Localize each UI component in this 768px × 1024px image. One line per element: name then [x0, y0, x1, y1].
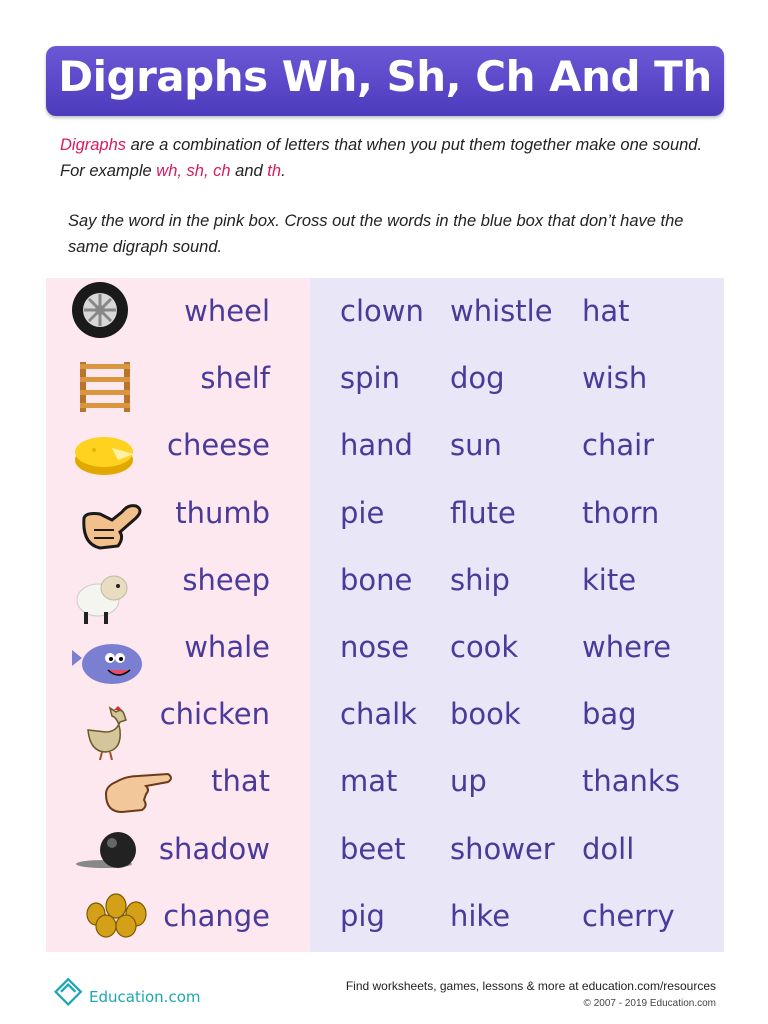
cheese-icon [74, 430, 136, 478]
choice-word[interactable]: sun [450, 428, 502, 463]
intro-examples: wh, sh, ch [156, 162, 231, 180]
target-word: cheese [167, 428, 270, 463]
wheel-icon [70, 280, 130, 340]
ball-shadow-icon [74, 830, 140, 870]
whale-icon [68, 636, 146, 688]
choice-word[interactable]: pie [340, 495, 385, 530]
choice-word[interactable]: hand [340, 428, 413, 463]
choice-word[interactable]: clown [340, 294, 424, 328]
page-title: Digraphs Wh, Sh, Ch And Th [58, 52, 712, 101]
choice-word[interactable]: mat [340, 764, 398, 799]
brand-name: Education.com [89, 988, 201, 1006]
choice-word[interactable]: thorn [582, 495, 660, 530]
target-word: chicken [159, 697, 270, 732]
copyright: © 2007 - 2019 Education.com [583, 998, 716, 1009]
intro-term: Digraphs [60, 136, 127, 154]
choice-word[interactable]: hike [450, 898, 511, 933]
footer-info [346, 978, 716, 1012]
intro-period: . [281, 162, 286, 180]
target-word: that [211, 764, 270, 799]
intro-paragraph [60, 132, 740, 184]
target-word: thumb [175, 495, 270, 530]
education-logo-icon [52, 972, 88, 1008]
choice-word[interactable]: nose [340, 630, 410, 664]
choice-word[interactable]: chair [582, 428, 655, 463]
choice-word[interactable]: cherry [582, 898, 675, 933]
choice-word[interactable]: shower [450, 831, 555, 866]
intro-text-1: are a combination of letters that when you put them together make one sound. [126, 136, 703, 154]
title-banner [46, 46, 724, 116]
intro-th: th [267, 162, 282, 180]
choice-word[interactable]: ship [450, 562, 510, 597]
target-word: shelf [200, 361, 270, 396]
footer-tagline[interactable]: Find worksheets, games, lessons & more at education.com/resources [345, 979, 716, 993]
choice-word[interactable]: whistle [450, 294, 553, 328]
target-word: shadow [158, 831, 270, 866]
choice-word[interactable]: pig [340, 898, 385, 933]
choice-word[interactable]: cook [450, 630, 519, 664]
sheep-icon [74, 566, 132, 628]
pointing-hand-icon [102, 768, 174, 816]
choice-word[interactable]: where [582, 630, 672, 664]
choice-word[interactable]: hat [582, 294, 630, 328]
intro-text-2: For example [60, 162, 157, 180]
instructions: Say the word in the pink box. Cross out the words in the blue box that don’t have the same digraph sound. [68, 212, 684, 256]
thumb-icon [78, 498, 146, 552]
choice-word[interactable]: doll [582, 831, 635, 866]
choice-word[interactable]: chalk [340, 697, 417, 732]
target-word: sheep [182, 562, 270, 597]
shelf-icon [78, 360, 134, 414]
choice-word[interactable]: beet [340, 831, 406, 866]
intro-and: and [230, 162, 268, 180]
choice-word[interactable]: thanks [582, 764, 680, 799]
coins-icon [82, 892, 152, 940]
target-word: whale [184, 630, 270, 664]
target-word: wheel [184, 294, 270, 328]
chicken-icon [82, 704, 132, 760]
choice-word[interactable]: flute [450, 495, 516, 530]
target-word: change [163, 898, 270, 933]
choice-word[interactable]: dog [450, 361, 505, 396]
choice-word[interactable]: book [450, 697, 521, 732]
choice-word[interactable]: wish [582, 361, 648, 396]
choice-word[interactable]: bone [340, 562, 413, 597]
choice-word[interactable]: up [450, 764, 487, 799]
choice-word[interactable]: spin [340, 361, 400, 396]
choice-word[interactable]: kite [582, 562, 637, 597]
choice-word[interactable]: bag [582, 697, 637, 732]
